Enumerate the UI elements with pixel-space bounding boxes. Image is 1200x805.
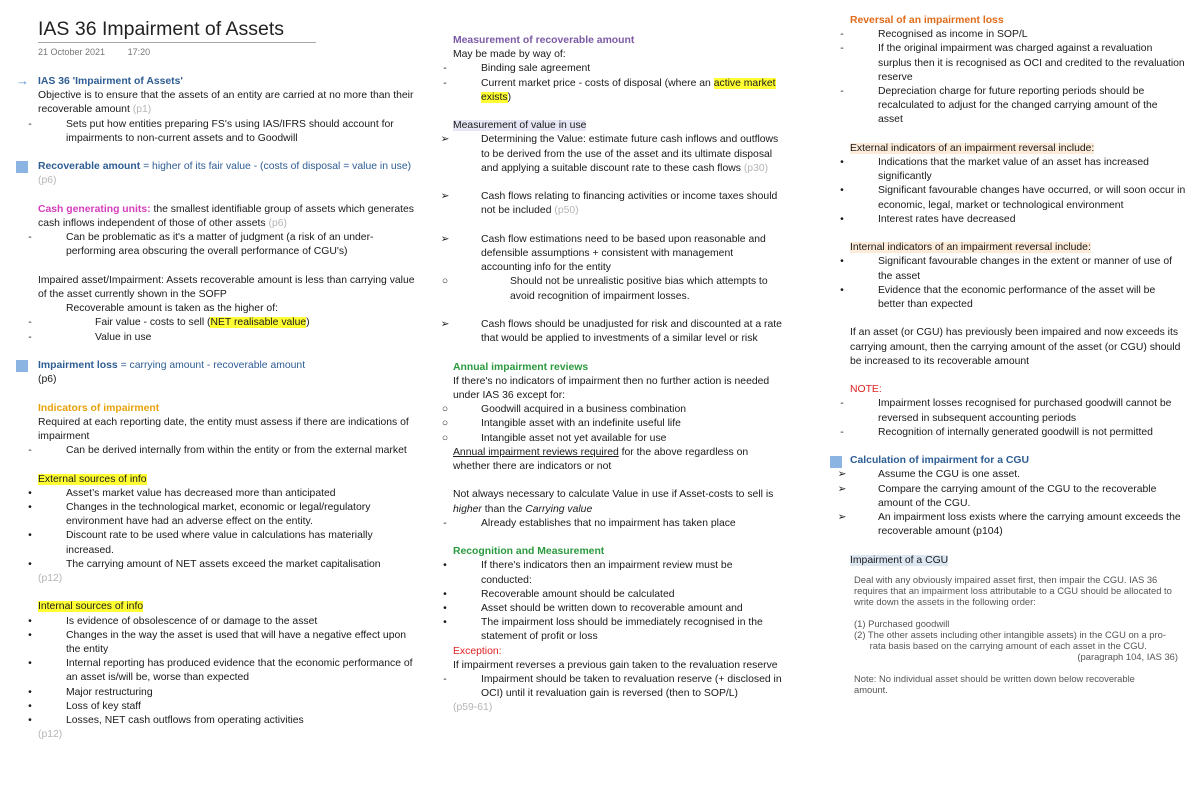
list-item: [28, 700, 430, 714]
arrowhead-bullet: ➢: [440, 191, 450, 203]
text-line: reserve: [878, 71, 913, 83]
dot-bullet: •: [840, 185, 844, 197]
column-right: [837, 14, 1195, 695]
text-line: increased.: [66, 544, 114, 556]
text-span: recoverable amount: [38, 104, 133, 116]
pasted-excerpt-image: [854, 574, 1184, 695]
cgu-heading: Cash generating units:: [38, 203, 151, 215]
list-item: [28, 615, 430, 629]
excerpt-line: write down the assets in the following order:: [854, 595, 1036, 607]
underlined-text: Annual impairment reviews required: [453, 446, 619, 458]
column-left: [16, 16, 430, 742]
text-span: Determining the Value: estimate future cash inflows and outflows: [481, 134, 779, 146]
text-span: Evidence that the economic performance of the asset will be: [878, 284, 1156, 296]
loss-heading: Impairment loss: [38, 360, 118, 371]
list-item: [443, 616, 793, 630]
page-ref: (p1): [132, 104, 152, 116]
text-line: recoverable amount (p104): [878, 526, 1003, 538]
text-span: Internal reporting has produced evidence that the economic performance of: [66, 658, 413, 670]
margin-square-icon: [16, 161, 28, 173]
list-item: [840, 213, 1195, 227]
list-item: [441, 403, 793, 417]
list-item: [840, 28, 1195, 42]
list-item: [840, 397, 1195, 411]
text-span: Compare the carrying amount of the CGU to the recoverable: [878, 483, 1157, 495]
text-span: Changes in the way the asset is used that will have a negative effect upon: [66, 629, 407, 641]
text-span: Value in use: [95, 331, 152, 343]
text-span: Changes in the technological market, economic or legal/regulatory: [66, 502, 371, 513]
recoverable-line: [38, 160, 430, 174]
text-span: Asset should be written down to recoverable amount and: [481, 603, 743, 615]
text-span: cash inflows independent of those of other assets: [38, 218, 269, 229]
dash-bullet: -: [443, 674, 447, 686]
text-line: Recoverable amount is taken as the higher of:: [66, 303, 278, 315]
text-span: Fair value - costs to sell (: [95, 317, 211, 329]
highlight-text: active market: [713, 77, 776, 89]
page-ref: (p30): [743, 162, 769, 174]
text-line: Required at each reporting date, the entity must assess if there are indications of: [38, 416, 409, 428]
excerpt-line: amount.: [854, 683, 888, 695]
value-in-use-heading: Measurement of value in use: [453, 120, 587, 132]
list-item: [443, 673, 793, 687]
text-span: than the: [481, 503, 526, 515]
text-span: ): [507, 91, 512, 103]
list-item: [28, 529, 430, 543]
text-line: environment have had an adverse effect on the entity.: [66, 516, 313, 528]
text-span: Indications that the market value of an asset has increased: [878, 157, 1149, 169]
dash-bullet: -: [28, 331, 32, 343]
loss-definition: = carrying amount - recoverable amount: [117, 360, 306, 371]
excerpt-line: Deal with any obviously impaired asset first, then impair the CGU. IAS 36: [854, 573, 1158, 585]
text-span: Current market price - costs of disposal (where an: [481, 77, 714, 89]
dot-bullet: •: [840, 284, 844, 296]
text-line: [38, 217, 430, 231]
text-span: Sets put how entities preparing FS's using IAS/IFRS should account for: [66, 118, 394, 130]
reversal-heading: Reversal of an impairment loss: [850, 15, 1004, 26]
dash-bullet: -: [443, 517, 447, 529]
list-item: [28, 331, 430, 345]
text-line: the entity: [66, 644, 109, 656]
ias36-heading: IAS 36 'Impairment of Assets': [38, 76, 183, 87]
list-item: [441, 275, 793, 289]
value-in-use-line: [453, 119, 793, 133]
text-span: ): [306, 317, 310, 329]
text-line: defensible assumptions + consistent with management: [481, 248, 734, 259]
list-item: [28, 231, 430, 245]
text-span: If the original impairment was charged against a revaluation: [878, 43, 1153, 55]
text-span: Intangible asset not yet available for use: [481, 432, 667, 444]
page-meta: [38, 45, 430, 59]
text-line: asset: [878, 114, 903, 126]
circle-bullet: ○: [441, 432, 449, 444]
text-line: Not always necessary to calculate Value in use if Asset-costs to sell is: [453, 489, 774, 501]
dot-bullet: •: [840, 256, 844, 268]
cgu-line: [38, 203, 430, 217]
dash-bullet: -: [840, 29, 844, 41]
dot-bullet: •: [840, 213, 844, 225]
external-reversal-heading: External indicators of an impairment reversal include:: [850, 142, 1095, 154]
dash-bullet: -: [840, 426, 844, 438]
text-line: economic, legal, market or technological environment: [878, 199, 1124, 211]
text-line: of the asset currently shown in the SOFP: [38, 289, 227, 300]
text-line: carrying amount, then the carrying amount of the asset (or CGU) should: [850, 341, 1181, 353]
dot-bullet: •: [443, 603, 447, 615]
list-item: [28, 501, 430, 515]
text-span: Can be problematic as it's a matter of judgment (a risk of an under-: [66, 232, 374, 244]
text-line: [38, 103, 430, 117]
impairment-cgu-heading: Impairment of a CGU: [850, 554, 949, 566]
internal-sources-line: [38, 600, 430, 614]
text-line: an asset is/will be, worse than expected: [66, 672, 250, 684]
text-line: conducted:: [481, 574, 532, 586]
text-span: Goodwill acquired in a business combination: [481, 404, 687, 416]
arrowhead-bullet: ➢: [440, 134, 450, 146]
highlight-text: exists: [481, 91, 508, 103]
text-line: [453, 204, 793, 218]
list-item: [443, 62, 793, 76]
internal-sources-heading: Internal sources of info: [38, 601, 144, 613]
text-span: Cash flow estimations need to be based upon reasonable and: [481, 233, 766, 245]
text-span: Should not be unrealistic positive bias which attempts to: [510, 276, 768, 288]
text-span: Significant favourable changes in the extent or manner of use of: [878, 256, 1173, 268]
recoverable-heading: Recoverable amount: [38, 161, 141, 173]
text-line: reversed in subsequent accounting periods: [878, 412, 1077, 424]
indicators-heading: Indicators of impairment: [38, 402, 160, 414]
page-time: 17:20: [127, 47, 151, 57]
text-line: surplus then it is recognised as OCI and credited to the revaluation: [878, 57, 1185, 69]
list-item: [443, 559, 793, 573]
page-ref: (p50): [554, 205, 579, 217]
text-span: and applying a suitable discount rate to these cash flows: [481, 162, 744, 174]
list-item: [28, 686, 430, 700]
margin-square-icon: [830, 456, 842, 468]
external-reversal-line: [850, 142, 1195, 156]
dot-bullet: •: [28, 558, 32, 570]
dot-bullet: •: [28, 615, 32, 627]
excerpt-line: (1) Purchased goodwill: [854, 617, 950, 629]
list-item: [28, 629, 430, 643]
text-line: Objective is to ensure that the assets of an entity are carried at no more than their: [38, 90, 414, 102]
list-item: [440, 233, 793, 247]
list-item: [837, 511, 1195, 525]
text-span: The impairment loss should be immediately recognised in the: [481, 617, 763, 629]
highlight-text: NET realisable value: [210, 317, 307, 329]
dash-bullet: -: [28, 118, 32, 130]
dot-bullet: •: [28, 700, 32, 712]
page-ref: (p12): [38, 729, 63, 741]
page-ref: (p12): [38, 573, 63, 585]
list-item: [837, 468, 1195, 482]
dash-bullet: -: [28, 317, 32, 329]
measurement-heading: Measurement of recoverable amount: [453, 35, 635, 46]
text-span: Binding sale agreement: [481, 63, 591, 75]
list-item: [443, 588, 793, 602]
text-line: recalculated to adjust for the changed carrying amount of the: [878, 100, 1158, 112]
excerpt-line: rata basis based on the carrying amount of each asset in the CGU.: [854, 639, 1147, 651]
text-span: Is evidence of obsolescence of or damage to the asset: [66, 615, 318, 627]
text-line: be increased to its recoverable amount: [850, 355, 1030, 367]
dash-bullet: -: [28, 232, 32, 244]
recoverable-definition: = higher of its fair value - (costs of disposal = value in use): [140, 161, 412, 173]
text-line: (p6): [38, 374, 57, 386]
dash-bullet: -: [840, 398, 844, 410]
title-divider: [38, 42, 316, 43]
text-line: statement of profit or loss: [481, 631, 598, 643]
text-span: Asset’s market value has decreased more than anticipated: [66, 487, 336, 499]
text-line: If an asset (or CGU) has previously been impaired and now exceeds its: [850, 327, 1179, 339]
dot-bullet: •: [28, 530, 32, 542]
dot-bullet: •: [28, 658, 32, 670]
text-line: avoid recognition of impairment losses.: [510, 290, 690, 302]
text-line: performing area obscuring the overall performance of CGU's): [66, 246, 348, 258]
loss-line: [38, 359, 430, 373]
external-sources-line: [38, 473, 430, 487]
text-span: An impairment loss exists where the carrying amount exceeds the: [878, 512, 1181, 524]
text-span: Loss of key staff: [66, 700, 141, 712]
margin-arrow-icon: →: [16, 73, 29, 88]
text-line: impairment: [38, 431, 90, 442]
list-item: [837, 483, 1195, 497]
dot-bullet: •: [443, 588, 447, 600]
text-span: not be included: [481, 205, 555, 217]
text-line: [453, 162, 793, 176]
exception-heading: Exception:: [453, 645, 502, 657]
text-span: Can be derived internally from within the entity or from the external market: [66, 445, 407, 457]
circle-bullet: ○: [441, 276, 449, 288]
dash-bullet: -: [443, 63, 447, 75]
list-item: [440, 133, 793, 147]
list-item: [443, 517, 793, 531]
circle-bullet: ○: [441, 404, 449, 416]
list-item: [441, 432, 793, 446]
text-line: May be made by way of:: [453, 49, 566, 61]
text-line: If there's no indicators of impairment then no further action is needed: [453, 375, 770, 387]
dot-bullet: •: [840, 157, 844, 169]
text-span: Interest rates have decreased: [878, 213, 1016, 225]
list-item: [840, 156, 1195, 170]
dot-bullet: •: [28, 487, 32, 499]
margin-square-icon: [16, 360, 28, 372]
list-item: [840, 85, 1195, 99]
external-sources-heading: External sources of info: [38, 473, 147, 485]
arrowhead-bullet: ➢: [440, 319, 450, 330]
list-item: [443, 77, 793, 91]
italic-text: higher: [453, 503, 482, 515]
internal-reversal-line: [850, 241, 1195, 255]
excerpt-line: Note: No individual asset should be written down below recoverable: [854, 672, 1135, 684]
text-span: Cash flows relating to financing activities or income taxes should: [481, 191, 778, 203]
text-line: to be derived from the use of the asset and its ultimate disposal: [481, 148, 773, 160]
text-line: [453, 446, 793, 460]
text-line: the asset: [878, 270, 921, 282]
page-date: 21 October 2021: [38, 47, 106, 57]
calc-heading: Calculation of impairment for a CGU: [850, 455, 1029, 467]
dot-bullet: •: [443, 617, 447, 629]
list-item: [443, 602, 793, 616]
text-line: under IAS 36 except for:: [453, 390, 566, 401]
text-span: If there's indicators then an impairment review must be: [481, 560, 733, 572]
text-line: Impaired asset/Impairment: Assets recoverable amount is less than carrying value: [38, 274, 415, 286]
page-ref: (p6): [268, 218, 287, 229]
list-item: [28, 714, 430, 728]
text-span: Major restructuring: [66, 686, 153, 698]
text-span: Already establishes that no impairment has taken place: [481, 517, 736, 529]
dot-bullet: •: [28, 686, 32, 698]
list-item: [440, 190, 793, 204]
note-heading: NOTE:: [850, 384, 882, 396]
calc-line: [850, 454, 1195, 468]
dot-bullet: •: [28, 715, 32, 727]
dot-bullet: •: [443, 560, 447, 572]
dash-bullet: -: [443, 77, 447, 89]
text-line: impairments to non-current assets and to Goodwill: [66, 132, 298, 144]
text-span: The carrying amount of NET assets exceed the market capitalisation: [66, 558, 381, 570]
excerpt-line: requires that an impairment loss attributable to a CGU should be allocated to: [854, 584, 1172, 596]
text-span: the smallest identifiable group of assets which generates: [150, 203, 414, 215]
arrowhead-bullet: ➢: [440, 233, 450, 245]
text-span: Recognised as income in SOP/L: [878, 29, 1028, 41]
text-span: Recognition of internally generated goodwill is not permitted: [878, 426, 1153, 438]
text-span: Depreciation charge for future reporting periods should be: [878, 86, 1145, 98]
dash-bullet: -: [840, 86, 844, 98]
text-span: Cash flows should be unadjusted for risk and discounted at a rate: [481, 319, 782, 330]
text-line: [453, 91, 793, 105]
italic-text: Carrying value: [525, 503, 593, 515]
list-item: [441, 417, 793, 431]
annual-reviews-heading: Annual impairment reviews: [453, 361, 589, 373]
text-line: better than expected: [878, 299, 973, 311]
list-item: [840, 255, 1195, 269]
page-ref: (p59-61): [453, 702, 493, 714]
text-span: Impairment should be taken to revaluation reserve (+ disclosed in: [481, 674, 782, 686]
list-item: [28, 316, 430, 330]
recognition-heading: Recognition and Measurement: [453, 546, 605, 558]
text-line: that would be applied to investments of a similar level or risk: [481, 333, 758, 345]
list-item: [28, 118, 430, 132]
list-item: [840, 426, 1195, 440]
excerpt-line: (2) The other assets including other intangible assets) in the CGU on a pro-: [854, 628, 1166, 640]
arrowhead-bullet: ➢: [837, 483, 847, 495]
list-item: [28, 558, 430, 572]
list-item: [840, 284, 1195, 298]
dash-bullet: -: [28, 445, 32, 457]
text-line: OCI) until it revaluation gain is reversed (then to SOP/L): [481, 688, 738, 700]
list-item: [28, 444, 430, 458]
dot-bullet: •: [28, 629, 32, 641]
dot-bullet: •: [28, 502, 32, 513]
impairment-cgu-line: [850, 554, 1195, 568]
text-line: accounting info for the entity: [481, 262, 611, 274]
page-title: IAS 36 Impairment of Assets: [38, 18, 285, 40]
text-line: whether there are indicators or not: [453, 461, 612, 473]
arrowhead-bullet: ➢: [837, 469, 847, 481]
text-line: amount of the CGU.: [878, 497, 971, 509]
list-item: [840, 184, 1195, 198]
arrowhead-bullet: ➢: [837, 512, 847, 524]
text-span: Losses, NET cash outflows from operating activities: [66, 715, 304, 727]
text-span: Assume the CGU is one asset.: [878, 469, 1021, 481]
excerpt-citation: (paragraph 104, IAS 36): [1077, 650, 1178, 662]
list-item: [28, 657, 430, 671]
text-span: Discount rate to be used where value in calculations has materially: [66, 530, 373, 542]
text-span: Impairment losses recognised for purchased goodwill cannot be: [878, 398, 1172, 410]
text-span: Significant favourable changes have occurred, or will soon occur in: [878, 185, 1186, 197]
ias36-heading-line: [16, 73, 430, 89]
list-item: [840, 42, 1195, 56]
text-line: [453, 503, 793, 517]
text-line: significantly: [878, 171, 932, 183]
text-span: Intangible asset with an indefinite useful life: [481, 418, 681, 430]
internal-reversal-heading: Internal indicators of an impairment reversal include:: [850, 242, 1091, 254]
circle-bullet: ○: [441, 418, 449, 430]
text-span: for the above regardless on: [618, 446, 749, 458]
list-item: [440, 318, 793, 332]
page-ref: (p6): [38, 175, 57, 187]
column-middle: [440, 34, 793, 716]
dash-bullet: -: [840, 43, 844, 55]
text-line: If impairment reverses a previous gain taken to the revaluation reserve: [453, 659, 778, 671]
text-span: Recoverable amount should be calculated: [481, 588, 675, 600]
list-item: [28, 487, 430, 501]
